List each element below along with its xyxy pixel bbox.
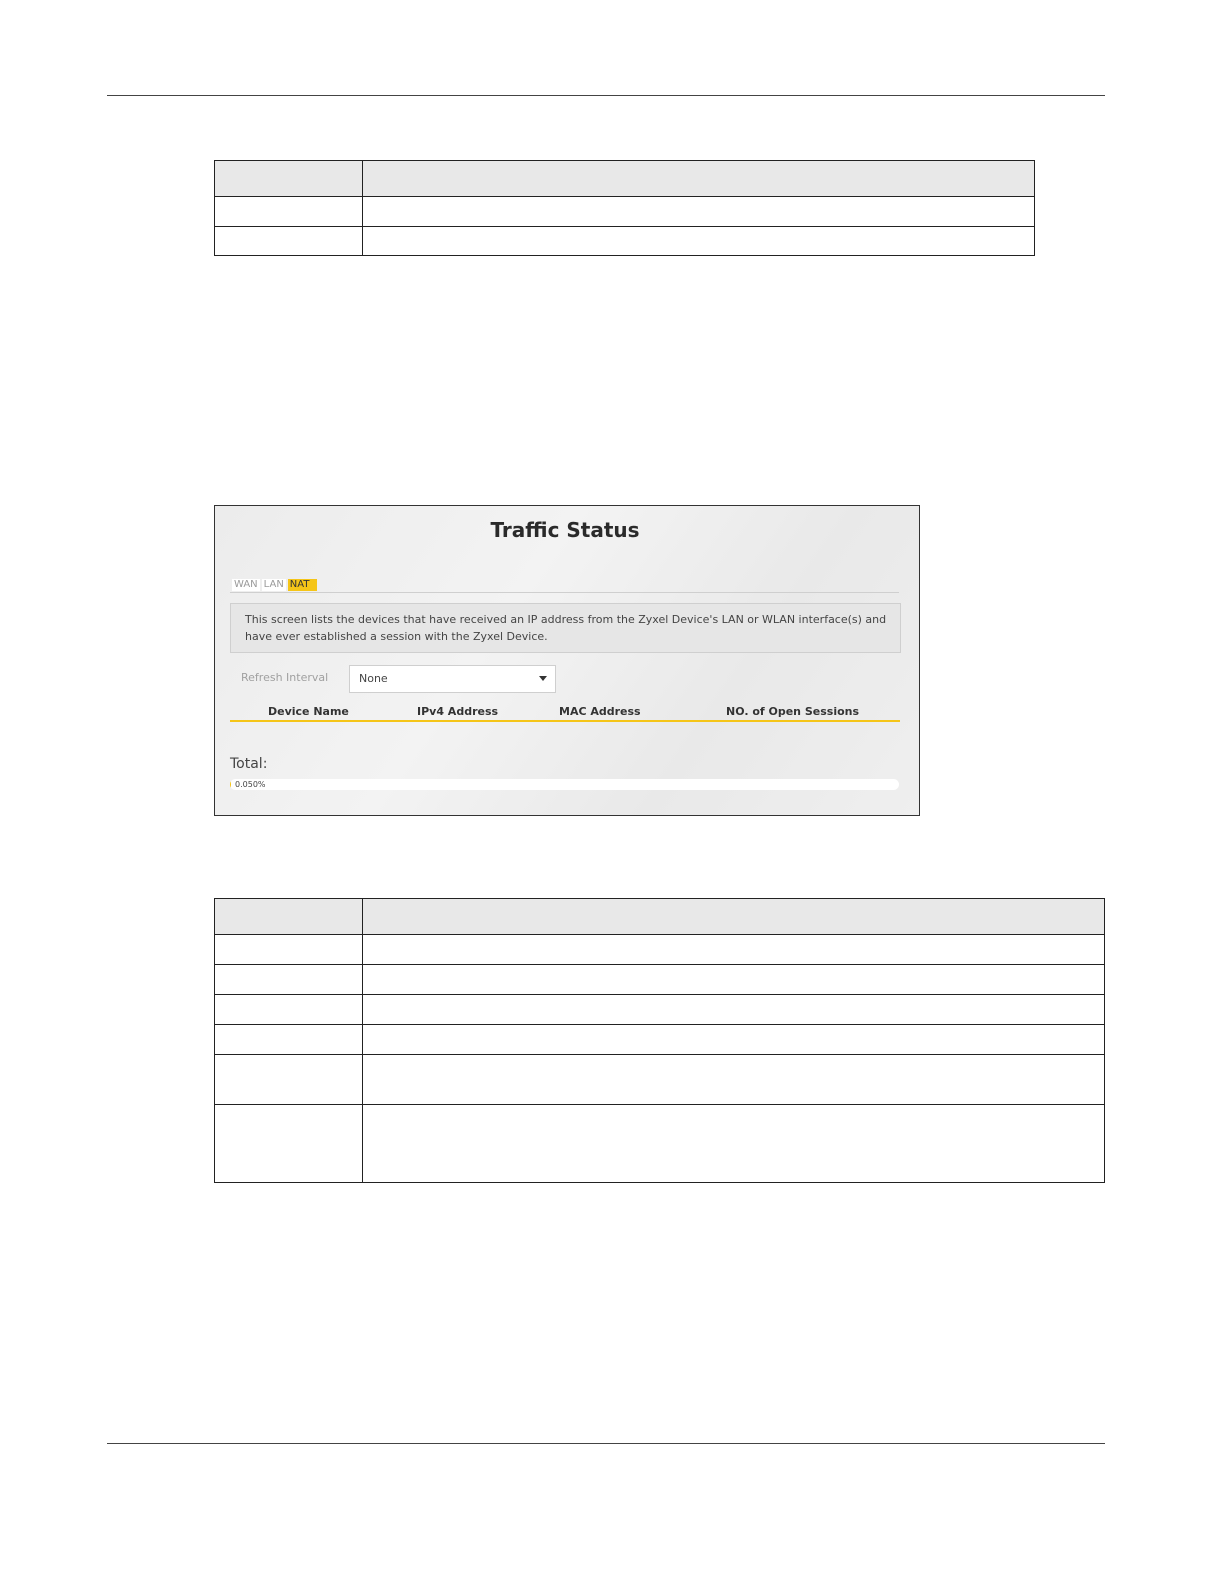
tab-divider: [230, 592, 899, 593]
page-title: Traffic Status: [490, 518, 640, 542]
table-cell: [215, 899, 363, 935]
table-header-row: [215, 161, 1035, 197]
tab-lan[interactable]: LAN: [263, 579, 284, 590]
table-cell: [363, 161, 1035, 197]
header-rule: [107, 95, 1105, 96]
column-header-ipv4-address[interactable]: IPv4 Address: [417, 705, 499, 718]
table-cell: [215, 965, 363, 995]
table-cell: [363, 899, 1105, 935]
table-cell: [363, 1025, 1105, 1055]
tab-nat[interactable]: NAT: [288, 579, 318, 591]
table-cell: [363, 935, 1105, 965]
info-notice: This screen lists the devices that have received an IP address from the Zyxel Device's LAN or WLAN interface(s) and have ever established a session with the Zyxel Device.: [230, 603, 901, 653]
table-row: [215, 1025, 1105, 1055]
table-cell: [363, 965, 1105, 995]
table-header-row: [215, 899, 1105, 935]
table-row: [215, 197, 1035, 227]
top-table: [214, 160, 1035, 256]
column-header-open-sessions[interactable]: NO. of Open Sessions: [726, 705, 860, 718]
table-cell: [363, 995, 1105, 1025]
table-cell: [215, 1055, 363, 1105]
table-row: [215, 935, 1105, 965]
total-progress-text: 0.050%: [235, 780, 266, 789]
table-row: [215, 995, 1105, 1025]
table-cell: [363, 1055, 1105, 1105]
table-cell: [215, 995, 363, 1025]
total-progress-bar: [230, 779, 899, 790]
table-cell: [215, 1105, 363, 1183]
table-cell: [363, 1105, 1105, 1183]
table-row: [215, 1055, 1105, 1105]
refresh-interval-value: None: [359, 672, 388, 685]
column-header-mac-address[interactable]: MAC Address: [559, 705, 641, 718]
table-cell: [215, 197, 363, 227]
table-cell: [215, 1025, 363, 1055]
chevron-down-icon: [539, 676, 547, 681]
table-row: [215, 965, 1105, 995]
footer-rule: [107, 1443, 1105, 1444]
table-row: [215, 1105, 1105, 1183]
refresh-interval-select[interactable]: [349, 665, 556, 693]
table-row: [215, 227, 1035, 256]
tab-wan[interactable]: WAN: [234, 579, 258, 590]
traffic-status-screenshot: [214, 505, 920, 816]
bottom-table: [214, 898, 1105, 1183]
table-cell: [363, 227, 1035, 256]
column-header-underline: [230, 720, 900, 722]
table-cell: [215, 227, 363, 256]
table-cell: [215, 161, 363, 197]
refresh-interval-label: Refresh Interval: [241, 671, 329, 684]
column-header-device-name[interactable]: Device Name: [268, 705, 349, 718]
table-cell: [215, 935, 363, 965]
table-cell: [363, 197, 1035, 227]
tab-bar: [232, 579, 319, 591]
total-label: Total:: [230, 756, 268, 772]
